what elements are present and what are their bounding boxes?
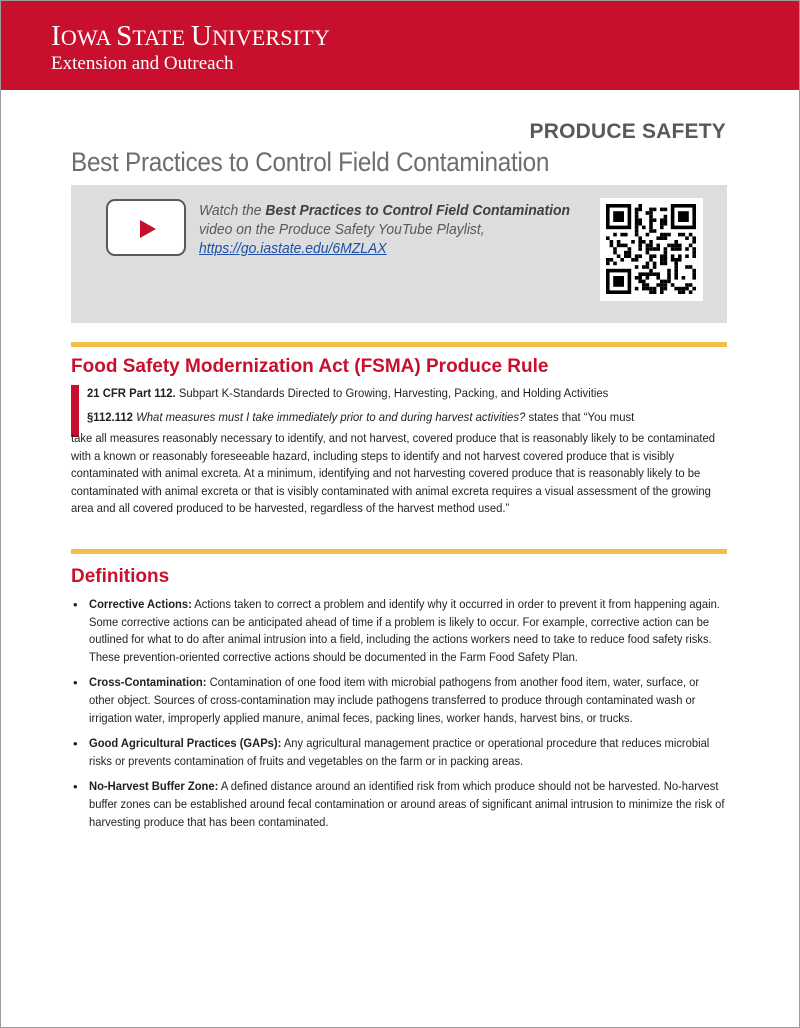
fsma-citation: 21 CFR Part 112. Subpart K-Standards Directed to Growing, Harvesting, Packing, and Holding Activities §112.112 What measures must I take immediately prior to and during harvest activities? states that “You must xyxy=(87,386,635,424)
brand-wordmark: IOWA STATE UNIVERSITY xyxy=(51,20,330,52)
brand-subtitle: Extension and Outreach xyxy=(51,53,234,74)
definitions-list xyxy=(71,596,731,839)
page-title: Best Practices to Control Field Contamination xyxy=(71,147,550,177)
section-divider xyxy=(71,342,727,347)
video-title: Best Practices to Control Field Contamination xyxy=(265,202,571,219)
video-play-button[interactable] xyxy=(106,199,186,256)
qr-code-icon xyxy=(600,198,703,301)
list-item: • Cross-Contamination: Contamination of one food item with microbial pathogens from another food item, water, surface, or other object. Sources of cross-contamination may include pathogens transferred to produce through contaminated wash or irrigation water, improperly applied manure, animal feces, packing lines, worker hands, harvest bins, or trucks. xyxy=(71,674,731,727)
list-item: • No-Harvest Buffer Zone: A defined distance around an identified risk from which produce should not be harvested. No-harvest buffer zones can be established around fecal contamination or around areas of significant animal intrusion to minimize the risk of harvesting produce that has been contaminated. xyxy=(71,778,731,831)
brand-logo[interactable] xyxy=(51,21,330,74)
definitions-heading: Definitions xyxy=(71,566,170,587)
list-item: • Corrective Actions: Actions taken to correct a problem and identify why it occurred in order to prevent it from happening again. Some corrective actions can be anticipated ahead of time if a problem is likely to occur. For example, corrective action can be outlined for what to do after animal intrusion into a field, including the actions workers need to take to reduce food safety risks. These prevention-oriented corrective actions should be documented in the Farm Food Safety Plan. xyxy=(71,596,731,666)
header-banner xyxy=(1,1,799,90)
video-link[interactable]: https://go.iastate.edu/6MZLAX xyxy=(199,240,387,257)
section-divider-2 xyxy=(71,549,727,554)
fsma-body: take all measures reasonably necessary to identify, and not harvest, covered produce that is reasonably likely to be contaminated with a known or reasonably foreseeable hazard, including steps to identify and not harvest covered produce that is visibly contaminated with animal excreta. At a minimum, identifying and not harvesting covered produce that is reasonably likely to be contaminated with animal excreta or that is visibly contaminated with animal excreta requires a visual assessment of the growing area and all covered produced to be harvested, regardless of the harvest method used.” xyxy=(71,431,716,516)
video-callout xyxy=(71,185,727,323)
fsma-heading: Food Safety Modernization Act (FSMA) Produce Rule xyxy=(71,356,549,377)
section-label: PRODUCE SAFETY xyxy=(529,120,726,143)
list-item: • Good Agricultural Practices (GAPs): Any agricultural management practice or operational procedure that reduces microbial risks or prevents contamination of fruits and vegetables on the farm or in packing areas. xyxy=(71,735,731,770)
play-icon xyxy=(139,219,157,239)
video-description: Watch the Best Practices to Control Field Contamination video on the Produce Safety YouTube Playlist, https://go.iastate.edu/6MZLAX xyxy=(199,202,571,257)
qr-code xyxy=(600,198,703,301)
